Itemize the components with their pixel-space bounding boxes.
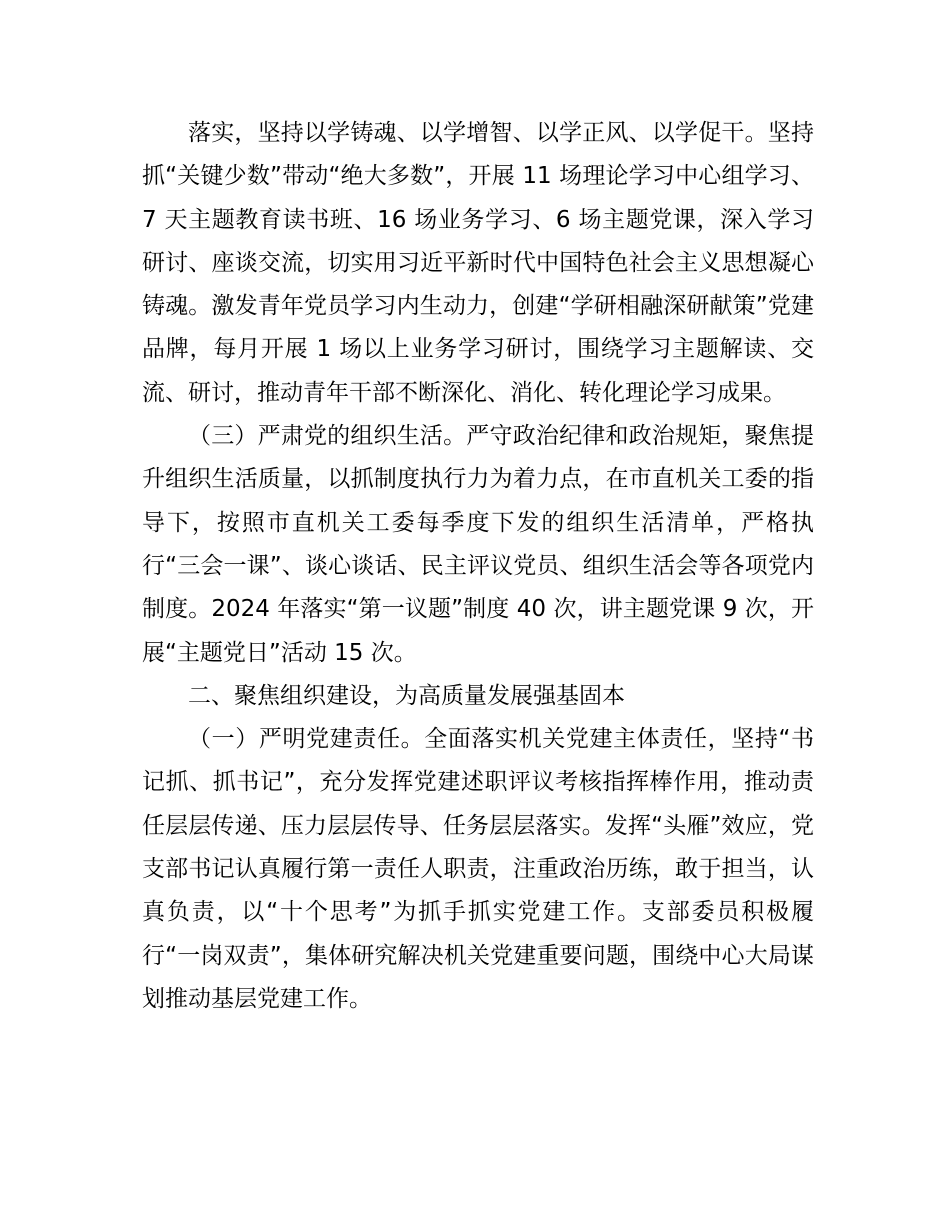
paragraph-party-building-responsibility: （一）严明党建责任。全面落实机关党建主体责任，坚持“书记抓、抓书记”，充分发挥党建述职评议考核指挥棒作用，推动责任层层传递、压力层层传导、任务层层落实。发挥“头雁”效应，党支部书记认真履行第一责任人职责，注重政治历练，敢于担当，认真负责，以“十个思考”为抓手抓实党建工作。支部委员积极履行“一岗双责”，集体研究解决机关党建重要问题，围绕中心大局谋划推动基层党建工作。 <box>142 726 814 1012</box>
document-body <box>142 112 814 1021</box>
paragraph-study-implementation: 落实，坚持以学铸魂、以学增智、以学正风、以学促干。坚持抓“关键少数”带动“绝大多数”，开展 11 场理论学习中心组学习、7 天主题教育读书班、16 场业务学习、6 场主题党课，深入学习研讨、座谈交流，切实用习近平新时代中国特色社会主义思想凝心铸魂。激发青年党员学习内生动力，创建“学研相融深研献策”党建品牌，每月开展 1 场以上业务学习研讨，围绕学习主题解读、交流、研讨，推动青年干部不断深化、消化、转化理论学习成果。 <box>142 120 814 406</box>
paragraph-organizational-life: （三）严肃党的组织生活。严守政治纪律和政治规矩，聚焦提升组织生活质量，以抓制度执行力为着力点，在市直机关工委的指导下，按照市直机关工委每季度下发的组织生活清单，严格执行“三会一课”、谈心谈话、民主评议党员、组织生活会等各项党内制度。2024 年落实“第一议题”制度 40 次，讲主题党课 9 次，开展“主题党日”活动 15 次。 <box>142 423 814 666</box>
section-heading-organization-building: 二、聚焦组织建设，为高质量发展强基固本 <box>188 682 625 709</box>
